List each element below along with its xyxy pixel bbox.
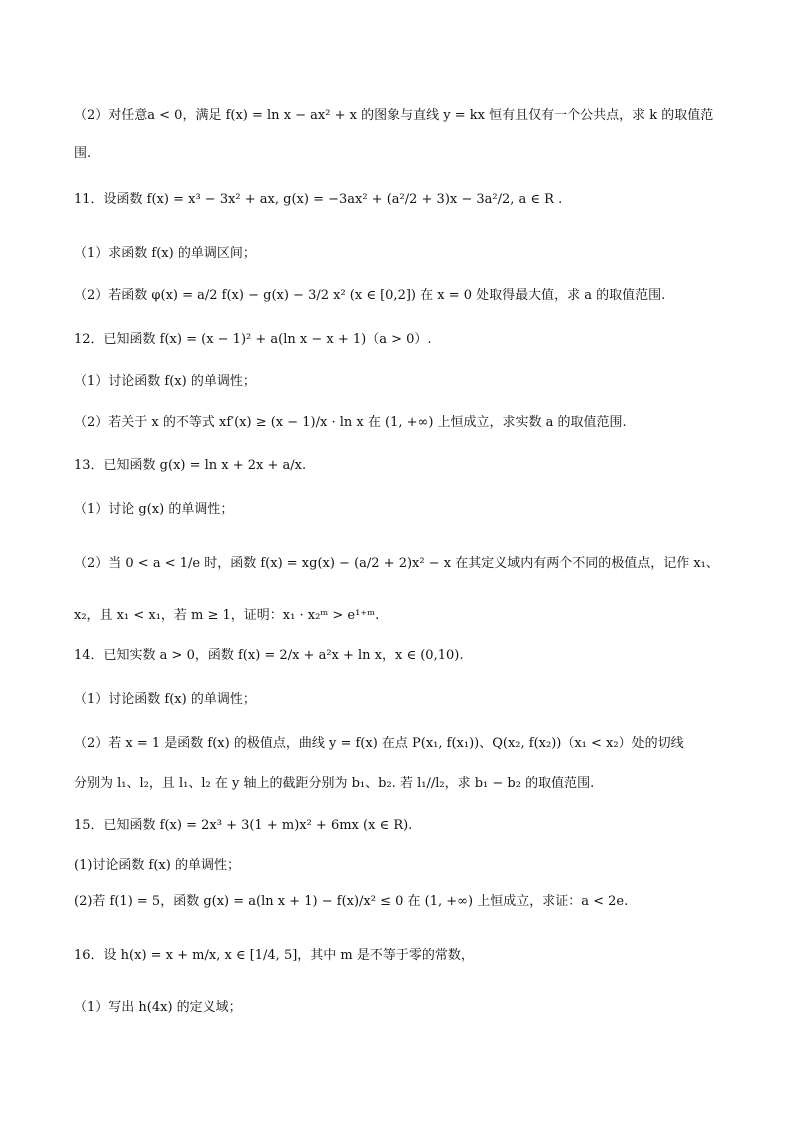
q14-part2-continuation: 分别为 l₁、l₂，且 l₁、l₂ 在 y 轴上的截距分别为 b₁、b₂. 若 l₁//l₂，求 b₁ − b₂ 的取值范围.	[74, 776, 595, 791]
q12-part1: （1）讨论函数 f(x) 的单调性；	[74, 374, 256, 389]
q14-part1: （1）讨论函数 f(x) 的单调性；	[74, 692, 256, 707]
q15-part1: (1)讨论函数 f(x) 的单调性；	[74, 858, 240, 873]
q14-part2: （2）若 x = 1 是函数 f(x) 的极值点，曲线 y = f(x) 在点 P(x₁, f(x₁))、Q(x₂, f(x₂))（x₁ < x₂）处的切线	[74, 736, 684, 751]
q11-part2: （2）若函数 φ(x) = a/2 f(x) − g(x) − 3/2 x² (x ∈ [0,2]) 在 x = 0 处取得最大值，求 a 的取值范围.	[74, 288, 666, 303]
q16-part1: （1）写出 h(4x) 的定义域；	[74, 1000, 242, 1015]
q13-part2-continuation: x₂，且 x₁ < x₁，若 m ≥ 1，证明：x₁ · x₂ᵐ > e¹⁺ᵐ.	[74, 608, 380, 623]
q16-statement: 16．设 h(x) = x + m/x, x ∈ [1/4, 5]，其中 m 是不等于零的常数，	[74, 948, 474, 963]
q11-part1: （1）求函数 f(x) 的单调区间；	[74, 246, 256, 261]
q12-part2: （2）若关于 x 的不等式 xf′(x) ≥ (x − 1)/x · ln x 在 (1, +∞) 上恒成立，求实数 a 的取值范围.	[74, 415, 627, 430]
q13-part2: （2）当 0 < a < 1/e 时，函数 f(x) = xg(x) − (a/2 + 2)x² − x 在其定义域内有两个不同的极值点，记作 x₁、	[74, 556, 719, 571]
q15-part2: (2)若 f(1) = 5，函数 g(x) = a(ln x + 1) − f(x)/x² ≤ 0 在 (1, +∞) 上恒成立，求证：a < 2e.	[74, 894, 629, 909]
q13-part1: （1）讨论 g(x) 的单调性；	[74, 502, 234, 517]
q10-part2: （2）对任意a < 0，满足 f(x) = ln x − ax² + x 的图象与直线 y = kx 恒有且仅有一个公共点，求 k 的取值范	[74, 108, 714, 123]
q13-statement: 13．已知函数 g(x) = ln x + 2x + a/x.	[74, 458, 307, 473]
q14-statement: 14．已知实数 a > 0，函数 f(x) = 2/x + a²x + ln x，x ∈ (0,10).	[74, 648, 464, 663]
q11-statement: 11．设函数 f(x) = x³ − 3x² + ax, g(x) = −3ax² + (a²/2 + 3)x − 3a²/2, a ∈ R .	[74, 192, 563, 207]
q15-statement: 15．已知函数 f(x) = 2x³ + 3(1 + m)x² + 6mx (x ∈ R).	[74, 818, 413, 833]
q10-part2-continuation: 围.	[74, 146, 92, 161]
q12-statement: 12．已知函数 f(x) = (x − 1)² + a(ln x − x + 1)（a > 0）.	[74, 332, 432, 347]
